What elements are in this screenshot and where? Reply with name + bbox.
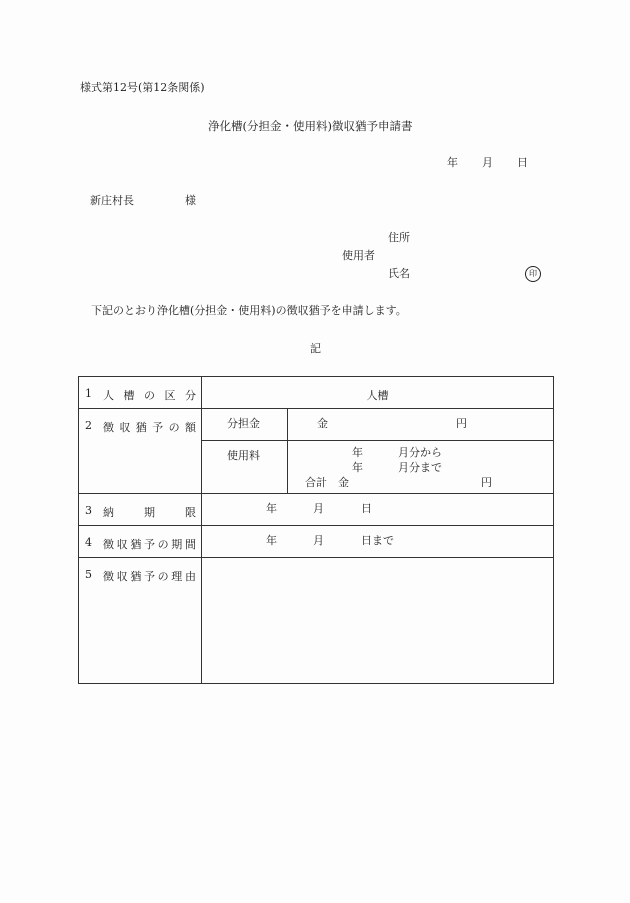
period-year-label: 年 <box>266 534 277 547</box>
ki-heading: 記 <box>310 342 321 355</box>
date-day-label: 日 <box>517 156 528 169</box>
date-month-label: 月 <box>482 156 493 169</box>
row-label: 徴 収 猶 予 の 額 <box>103 421 196 434</box>
label-cell <box>79 377 202 409</box>
deadline-month-label: 月 <box>313 502 324 515</box>
tank-capacity-field[interactable] <box>202 377 554 409</box>
row-tank-category <box>79 377 554 409</box>
label-cell <box>79 526 202 558</box>
document-title: 浄化槽(分担金・使用料)徴収猶予申請書 <box>208 119 413 133</box>
period-day-label: 日まで <box>361 534 394 547</box>
label-cell <box>79 494 202 526</box>
addressee-name: 新庄村長 <box>90 194 134 207</box>
row-deferral-period <box>79 526 554 558</box>
buntan-label: 分担金 <box>227 417 260 430</box>
row-number: 2 <box>85 419 92 432</box>
shiyo-label: 使用料 <box>227 449 260 462</box>
row-number: 4 <box>85 536 92 549</box>
kin-label: 金 <box>317 417 328 430</box>
deadline-field[interactable] <box>202 494 554 526</box>
row-label: 人 槽 の 区 分 <box>103 389 196 402</box>
application-table <box>78 376 554 684</box>
application-statement: 下記のとおり浄化槽(分担金・使用料)の徴収猶予を申請します。 <box>91 304 407 317</box>
row-label: 徴 収 猶 予 の 理 由 <box>103 570 196 583</box>
row-number: 3 <box>85 504 92 517</box>
from-month-label: 月分から <box>398 446 442 459</box>
yen-label: 円 <box>456 417 467 430</box>
deferral-reason-field[interactable] <box>202 558 554 684</box>
deadline-day-label: 日 <box>361 502 372 515</box>
row-label: 納 期 限 <box>103 506 196 519</box>
tank-capacity-unit: 人槽 <box>366 389 389 402</box>
addressee-honorific: 様 <box>185 194 196 207</box>
shiyo-period-field[interactable] <box>288 441 554 494</box>
from-year-label: 年 <box>352 446 363 459</box>
user-role-label: 使用者 <box>342 249 375 262</box>
buntan-amount-field[interactable] <box>288 409 554 441</box>
total-label: 合計 金 <box>305 476 349 489</box>
name-label: 氏名 <box>388 267 410 280</box>
period-month-label: 月 <box>313 534 324 547</box>
row-deferral-amount-buntan <box>79 409 554 441</box>
shiyo-label-cell <box>202 441 288 494</box>
deferral-period-field[interactable] <box>202 526 554 558</box>
row-number: 1 <box>85 387 92 400</box>
label-cell <box>79 409 202 494</box>
total-yen-label: 円 <box>481 476 492 489</box>
seal-mark: 印 <box>525 266 541 282</box>
form-number: 様式第12号(第12条関係) <box>80 81 205 94</box>
row-label: 徴 収 猶 予 の 期 間 <box>103 538 196 551</box>
row-payment-deadline <box>79 494 554 526</box>
deadline-year-label: 年 <box>266 502 277 515</box>
to-year-label: 年 <box>352 461 363 474</box>
row-number: 5 <box>85 568 92 581</box>
row-deferral-reason <box>79 558 554 684</box>
address-label: 住所 <box>388 231 410 244</box>
buntan-label-cell <box>202 409 288 441</box>
to-month-label: 月分まで <box>398 461 442 474</box>
label-cell <box>79 558 202 684</box>
date-year-label: 年 <box>447 156 458 169</box>
